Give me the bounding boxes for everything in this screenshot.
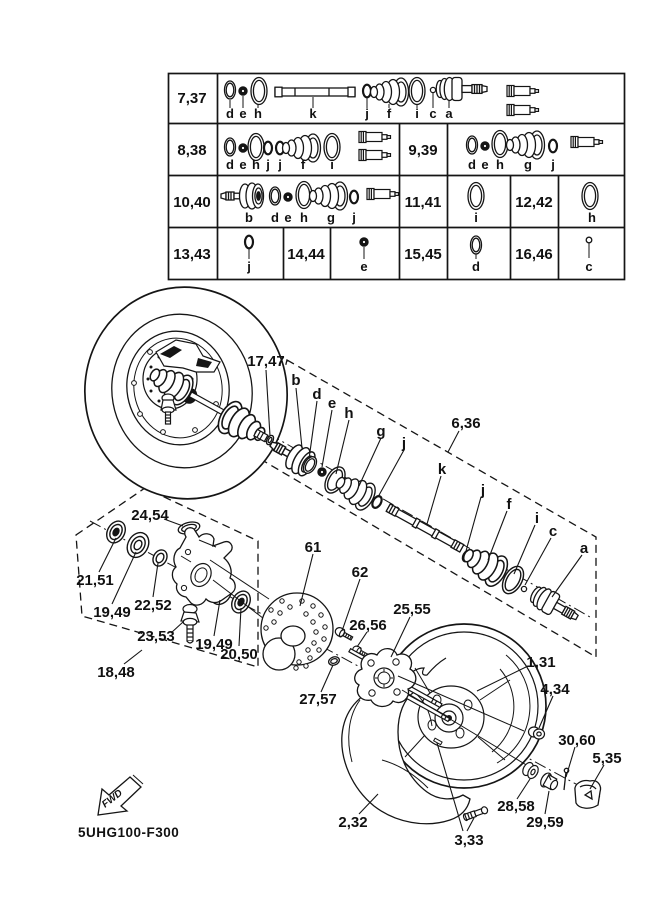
- part-letter: h: [254, 106, 262, 121]
- part-letter: a: [445, 106, 453, 121]
- table-ref-12-42: 12,42: [515, 194, 553, 211]
- part-letter: h: [252, 157, 260, 172]
- part-code: 5UHG100-F300: [78, 825, 180, 840]
- part-letter: e: [239, 106, 247, 121]
- hub-cap-5-35: [575, 781, 601, 809]
- axle-part-letters: [291, 372, 588, 557]
- axle-letter-j2: j: [480, 482, 486, 499]
- part-letter: h: [588, 210, 596, 225]
- steering-knuckle-group: [103, 518, 272, 643]
- callout-23-53: 23,53: [137, 628, 175, 645]
- table-ref-13-43: 13,43: [173, 246, 211, 263]
- part-letter: c: [429, 106, 437, 121]
- callout-2-32: 2,32: [338, 814, 368, 831]
- axle-letter-e: e: [327, 395, 337, 412]
- part-letter: h: [300, 210, 308, 225]
- oring-27-57: [327, 655, 340, 666]
- axle-letter-f: f: [506, 496, 512, 513]
- part-letter: d: [226, 106, 234, 121]
- callout-28-58: 28,58: [497, 798, 535, 815]
- callout-5-35: 5,35: [592, 750, 622, 767]
- callout-27-57: 27,57: [299, 691, 337, 708]
- part-letter: i: [474, 210, 478, 225]
- table-ref-11-41: 11,41: [404, 194, 442, 211]
- table-ref-16-46: 16,46: [515, 246, 553, 263]
- part-letter: g: [327, 210, 335, 225]
- part-letter: d: [271, 210, 279, 225]
- table-ref-9-39: 9,39: [408, 142, 438, 159]
- callout-25-55: 25,55: [393, 601, 431, 618]
- collar-22-52: [150, 547, 170, 568]
- fwd-label: FWD: [100, 787, 125, 811]
- part-letter: e: [284, 210, 292, 225]
- table-ref-8-38: 8,38: [177, 142, 207, 159]
- part-letter: f: [300, 157, 306, 172]
- callout-19-49-left: 19,49: [93, 604, 131, 621]
- axle-letter-b: b: [291, 372, 301, 389]
- callout-21-51: 21,51: [76, 572, 114, 589]
- part-letter: g: [524, 157, 532, 172]
- axle-letter-g: g: [376, 423, 386, 440]
- table-ref-14-44: 14,44: [287, 246, 325, 263]
- part-letter: h: [496, 157, 504, 172]
- callout-1-31: 1,31: [526, 654, 556, 671]
- part-letter: i: [415, 106, 419, 121]
- parts-table: [169, 74, 625, 280]
- callout-30-60: 30,60: [558, 732, 596, 749]
- callout-26-56: 26,56: [349, 617, 387, 634]
- axle-letter-i: i: [534, 510, 540, 527]
- part-letter: j: [551, 157, 555, 172]
- part-letter: b: [245, 210, 253, 225]
- axle-letter-a: a: [579, 540, 589, 557]
- part-letter: e: [239, 157, 247, 172]
- axle-letter-k: k: [437, 461, 447, 478]
- callout-22-52: 22,52: [134, 597, 172, 614]
- part-letter: j: [365, 106, 369, 121]
- wheel-rim: [382, 624, 546, 788]
- part-letter: c: [585, 259, 593, 274]
- axle-letter-j1: j: [401, 435, 407, 452]
- castle-nut-29-59: [538, 771, 559, 791]
- front-wheel: [68, 271, 304, 515]
- callout-29-59: 29,59: [526, 814, 564, 831]
- exploded-diagram: [68, 271, 621, 849]
- callout-62: 62: [351, 564, 369, 581]
- part-letter: e: [360, 259, 368, 274]
- callout-3-33: 3,33: [454, 832, 484, 849]
- part-letter: k: [309, 106, 317, 121]
- callout-6-36: 6,36: [451, 415, 481, 432]
- part-letter: d: [468, 157, 476, 172]
- part-letter: j: [266, 157, 270, 172]
- part-letter: j: [278, 157, 282, 172]
- axle-letter-h: h: [344, 405, 354, 422]
- fwd-arrow: [98, 775, 143, 815]
- callout-61: 61: [304, 539, 322, 556]
- axle-letter-d: d: [312, 386, 322, 403]
- brake-disc-guard: [261, 593, 333, 670]
- axle-letter-c: c: [548, 523, 558, 540]
- callout-18-48: 18,48: [97, 664, 135, 681]
- callout-19-49-right: 19,49: [195, 636, 233, 653]
- part-letter: j: [247, 259, 251, 274]
- table-ref-10-40: 10,40: [173, 194, 211, 211]
- callout-17-47: 17,47: [247, 353, 285, 370]
- part-letter: e: [481, 157, 489, 172]
- part-letter: d: [472, 259, 480, 274]
- callout-24-54: 24,54: [131, 507, 169, 524]
- table-ref-7-37: 7,37: [177, 90, 207, 107]
- part-letter: j: [352, 210, 356, 225]
- bearing-19-49-left: [123, 529, 153, 561]
- axle-shaft: [386, 504, 464, 553]
- callout-4-34: 4,34: [540, 681, 570, 698]
- part-letter: d: [226, 157, 234, 172]
- seal-21-51: [103, 518, 129, 546]
- table-ref-15-45: 15,45: [404, 246, 442, 263]
- callout-20-50: 20,50: [220, 646, 258, 663]
- part-letter: f: [386, 106, 392, 121]
- part-letter: i: [330, 157, 334, 172]
